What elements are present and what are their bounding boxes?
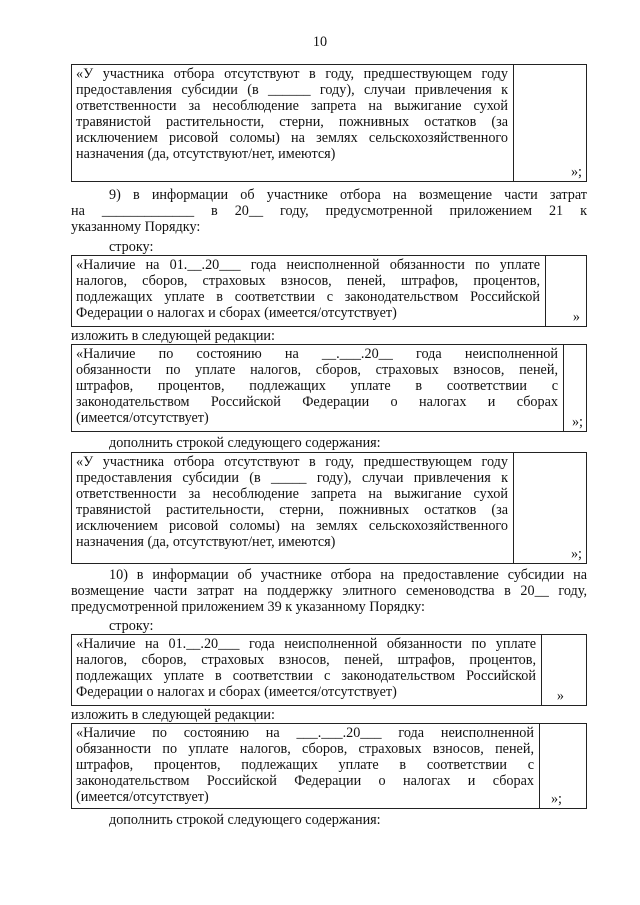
text-line: травянистой растительности, стерни, пожнивных остатков (за: [76, 114, 508, 130]
text-line: возмещение части затрат на поддержку элитного семеноводства в 20__ году,: [71, 583, 587, 599]
table-cell-text: [76, 346, 558, 426]
text-line: законодательством Российской Федерации о налогах и сборах: [76, 394, 558, 410]
text-line: исключением рисовой соломы) на землях сельскохозяйственного: [76, 130, 508, 146]
text-line: ответственности за несоблюдение запрета на выжигание сухой: [76, 486, 508, 502]
text-line: указанному Порядку:: [71, 219, 201, 235]
text-line: «У участника отбора отсутствуют в году, предшествующем году: [76, 66, 508, 82]
dopolnit-label: дополнить строкой следующего содержания:: [109, 435, 381, 451]
text-line: «Наличие по состоянию на __.___.20__ года неисполненной: [76, 346, 558, 362]
column-divider: [545, 256, 546, 326]
text-line: исключением рисовой соломы) на землях сельскохозяйственного: [76, 518, 508, 534]
closing-quote: »: [556, 688, 564, 704]
stroku-label: строку:: [109, 618, 154, 634]
text-line: назначения (да, отсутствуют/нет, имеются): [76, 534, 336, 550]
column-divider: [513, 453, 514, 563]
column-divider: [541, 635, 542, 705]
closing-quote: »: [572, 309, 580, 325]
text-line: ответственности за несоблюдение запрета на выжигание сухой: [76, 98, 508, 114]
item-9-paragraph: [71, 187, 587, 235]
izlozhit-label: изложить в следующей редакции:: [71, 707, 275, 723]
izlozhit-label: изложить в следующей редакции:: [71, 328, 275, 344]
text-line: «Наличие на 01.__.20___ года неисполненной обязанности по уплате: [76, 636, 536, 652]
text-line: предоставления субсидии (в ______ году), случаи привлечения к: [76, 82, 508, 98]
text-line: «Наличие по состоянию на ___.___.20___ года неисполненной: [76, 725, 534, 741]
text-line: предоставления субсидии (в _____ году), случаи привлечения к: [76, 470, 508, 486]
item-10-paragraph: [71, 567, 587, 615]
text-line: подлежащих уплате в соответствии с законодательством Российской: [76, 668, 536, 684]
table-row-block3: [71, 344, 587, 432]
table-cell-text: [76, 454, 508, 550]
text-line: налогов, сборов, страховых взносов, пеней, штрафов, процентов,: [76, 273, 540, 289]
text-line: штрафов, процентов, подлежащих уплате в соответствии с: [76, 757, 534, 773]
table-row-block4: [71, 452, 587, 564]
table-cell-text: [76, 636, 536, 700]
stroku-label: строку:: [109, 239, 154, 255]
column-divider: [513, 65, 514, 181]
closing-quote: »;: [570, 546, 582, 562]
closing-quote: »;: [571, 414, 583, 430]
text-line: предусмотренной приложением 39 к указанному Порядку:: [71, 599, 425, 615]
dopolnit-label: дополнить строкой следующего содержания:: [109, 812, 381, 828]
text-line: (имеется/отсутствует): [76, 789, 209, 805]
table-row-block5: [71, 634, 587, 706]
text-line: «Наличие на 01.__.20___ года неисполненной обязанности по уплате: [76, 257, 540, 273]
page-number: 10: [312, 34, 328, 50]
table-cell-text: [76, 66, 508, 162]
closing-quote: »;: [550, 791, 562, 807]
text-line: 10) в информации об участнике отбора на предоставление субсидии на: [109, 567, 587, 583]
text-line: подлежащих уплате в соответствии с законодательством Российской: [76, 289, 540, 305]
text-line: Федерации о налогах и сборах (имеется/отсутствует): [76, 684, 397, 700]
column-divider: [563, 345, 564, 431]
text-line: травянистой растительности, стерни, пожнивных остатков (за: [76, 502, 508, 518]
text-line: назначения (да, отсутствуют/нет, имеются): [76, 146, 336, 162]
text-line: законодательством Российской Федерации о налогах и сборах: [76, 773, 534, 789]
text-line: Федерации о налогах и сборах (имеется/отсутствует): [76, 305, 397, 321]
text-line: 9) в информации об участнике отбора на возмещение части затрат: [109, 187, 587, 203]
table-cell-text: [76, 257, 540, 321]
text-line: налогов, сборов, страховых взносов, пеней, штрафов, процентов,: [76, 652, 536, 668]
text-line: обязанности по уплате налогов, сборов, страховых взносов, пеней,: [76, 741, 534, 757]
table-row-block1: [71, 64, 587, 182]
text-line: (имеется/отсутствует): [76, 410, 209, 426]
table-cell-text: [76, 725, 534, 805]
table-row-block2: [71, 255, 587, 327]
text-line: на _____________ в 20__ году, предусмотренной приложением 21 к: [71, 203, 587, 219]
text-line: обязанности по уплате налогов, сборов, страховых взносов, пеней,: [76, 362, 558, 378]
table-row-block6: [71, 723, 587, 809]
text-line: «У участника отбора отсутствуют в году, предшествующем году: [76, 454, 508, 470]
column-divider: [539, 724, 540, 808]
closing-quote: »;: [570, 164, 582, 180]
text-line: штрафов, процентов, подлежащих уплате в соответствии с: [76, 378, 558, 394]
